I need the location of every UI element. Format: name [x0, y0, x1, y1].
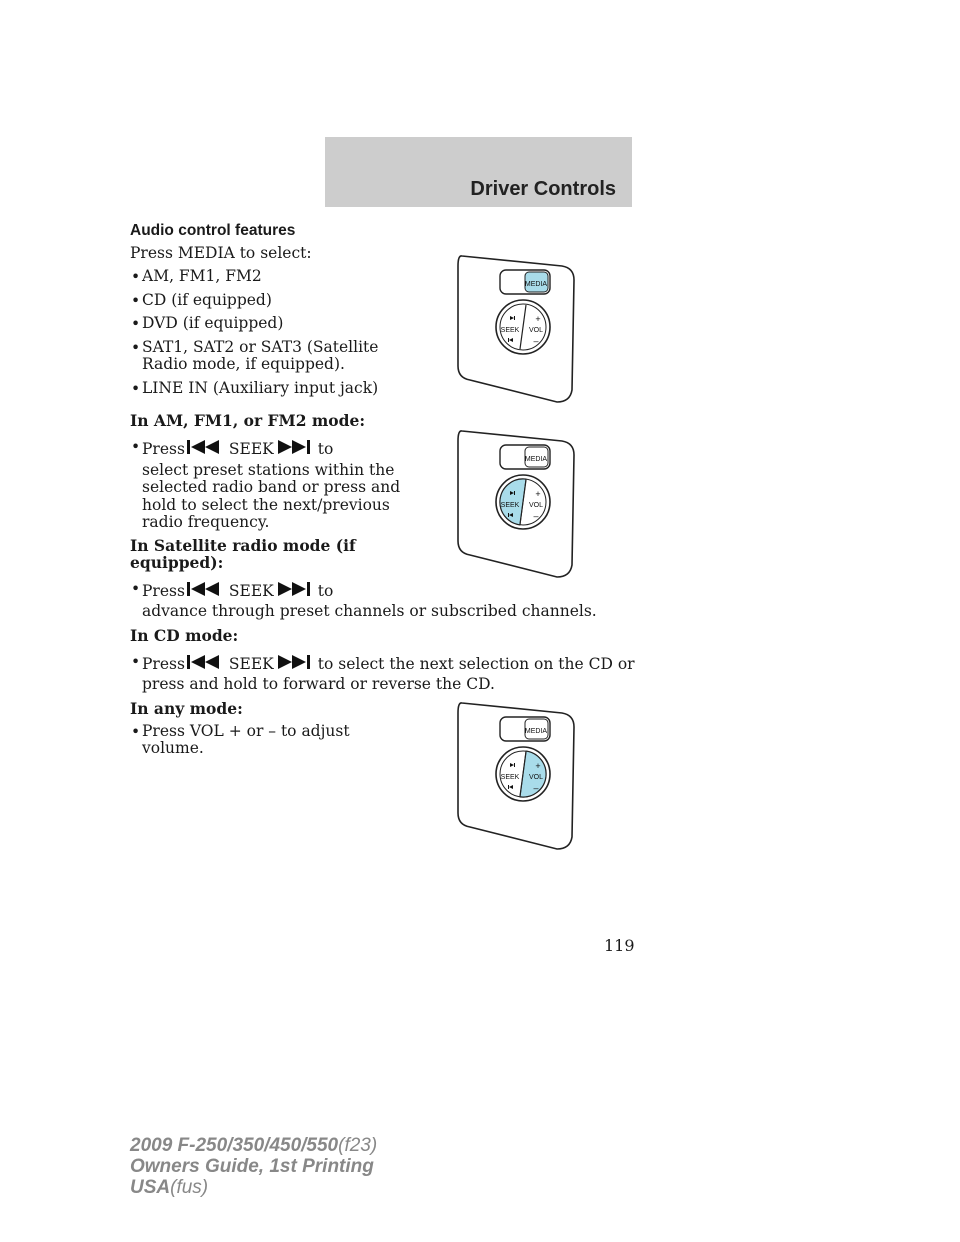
- am-fm-press-line: Press SEEK to: [142, 440, 334, 458]
- svg-text:VOL: VOL: [528, 502, 544, 509]
- satellite-press-line: Press SEEK to: [142, 582, 334, 600]
- bullet-dot: •: [131, 315, 141, 333]
- svg-text:MEDIA: MEDIA: [524, 456, 548, 463]
- footer-line: USA(fus): [130, 1177, 209, 1198]
- bullet-dot: •: [131, 268, 141, 286]
- seek-forward-icon: [274, 580, 318, 598]
- svg-text:MEDIA: MEDIA: [524, 728, 548, 735]
- svg-text:+: +: [535, 761, 541, 771]
- svg-text:SEEK: SEEK: [500, 327, 520, 334]
- svg-text:–: –: [533, 783, 539, 793]
- any-mode-heading: In any mode:: [130, 699, 243, 718]
- cd-line: press and hold to forward or reverse the CD.: [142, 675, 495, 693]
- bullet-dot: •: [131, 339, 141, 357]
- bullet-dot: •: [131, 292, 141, 310]
- bullet-dot: •: [131, 438, 141, 456]
- seek-forward-icon: [274, 653, 318, 671]
- svg-text:MEDIA: MEDIA: [524, 281, 548, 288]
- bullet-dot: •: [131, 580, 141, 598]
- am-fm-heading: In AM, FM1, or FM2 mode:: [130, 411, 366, 430]
- bullet-item: AM, FM1, FM2: [142, 267, 262, 285]
- footer-line: 2009 F-250/350/450/550(f23): [130, 1135, 378, 1156]
- svg-text:SEEK: SEEK: [500, 502, 520, 509]
- seek-back-icon: [185, 438, 229, 456]
- svg-text:VOL: VOL: [528, 774, 544, 781]
- satellite-line: advance through preset channels or subscribed channels.: [142, 602, 597, 620]
- seek-back-icon: [185, 653, 229, 671]
- bullet-item: SAT1, SAT2 or SAT3 (Satellite: [142, 338, 379, 356]
- am-fm-line: select preset stations within the: [142, 461, 395, 479]
- cd-heading: In CD mode:: [130, 626, 239, 645]
- bullet-dot: •: [131, 723, 141, 741]
- svg-text:SEEK: SEEK: [500, 774, 520, 781]
- svg-text:–: –: [533, 336, 539, 346]
- section-heading: Audio control features: [130, 222, 296, 239]
- svg-text:VOL: VOL: [528, 327, 544, 334]
- any-mode-line: Press VOL + or – to adjust: [142, 722, 350, 740]
- audio-panel-volume-illustration: [452, 697, 582, 853]
- svg-text:+: +: [535, 314, 541, 324]
- seek-back-icon: [185, 580, 229, 598]
- am-fm-line: selected radio band or press and: [142, 478, 401, 496]
- bullet-item: DVD (if equipped): [142, 314, 284, 332]
- page-number: 119: [604, 936, 635, 955]
- cd-press-line: Press SEEK to select the next selection on the CD or: [142, 655, 635, 673]
- satellite-heading-continued: equipped):: [130, 553, 224, 572]
- bullet-dot: •: [131, 653, 141, 671]
- satellite-heading: In Satellite radio mode (if: [130, 536, 356, 555]
- bullet-item-continued: Radio mode, if equipped).: [142, 355, 345, 373]
- am-fm-line: radio frequency.: [142, 513, 270, 531]
- bullet-item: LINE IN (Auxiliary input jack): [142, 379, 379, 397]
- am-fm-line: hold to select the next/previous: [142, 496, 390, 514]
- svg-text:–: –: [533, 511, 539, 521]
- footer-line: Owners Guide, 1st Printing: [130, 1156, 374, 1177]
- any-mode-line: volume.: [142, 739, 204, 757]
- svg-text:+: +: [535, 489, 541, 499]
- bullet-dot: •: [131, 380, 141, 398]
- intro-text: Press MEDIA to select:: [130, 244, 312, 262]
- audio-panel-seek-illustration: [452, 425, 582, 581]
- bullet-item: CD (if equipped): [142, 291, 272, 309]
- seek-forward-icon: [274, 438, 318, 456]
- page-header-title: Driver Controls: [470, 178, 616, 200]
- header-band: [325, 137, 632, 207]
- audio-panel-media-illustration: [452, 250, 582, 406]
